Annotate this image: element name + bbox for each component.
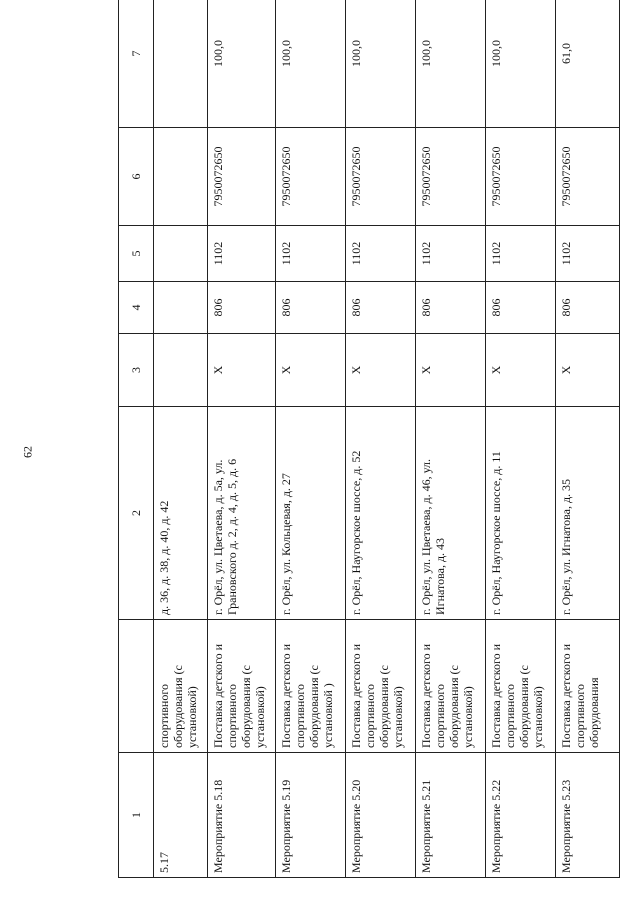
description-cell: Поставка детского и спортивного оборудования (с установкой) xyxy=(416,620,486,753)
col5-cell: 1102 xyxy=(416,226,486,282)
table-row xyxy=(416,0,486,878)
address-cell: г. Орёл, ул. Цветаева, д. 5а, ул. Грановского д. 2, д. 4, д. 5, д. 6 xyxy=(208,407,276,620)
header-cell-3: 3 xyxy=(119,334,154,407)
col7-cell: 100,0 xyxy=(208,0,276,128)
table-row xyxy=(346,0,416,878)
header-cell-7: 7 xyxy=(119,0,154,128)
budget-table xyxy=(118,0,620,878)
col6-cell xyxy=(154,128,208,226)
col6-cell: 7950072650 xyxy=(276,128,346,226)
col7-cell: 100,0 xyxy=(276,0,346,128)
measure-cell: Мероприятие 5.21 xyxy=(416,753,486,878)
header-cell-4: 4 xyxy=(119,282,154,334)
col7-cell xyxy=(154,0,208,128)
description-cell: Поставка детского и спортивного оборудования (с установкой ) xyxy=(276,620,346,753)
address-cell: г. Орёл, Наугорское шоссе, д. 11 xyxy=(486,407,556,620)
description-cell: Поставка детского и спортивного оборудования xyxy=(556,620,620,753)
measure-cell: Мероприятие 5.23 xyxy=(556,753,620,878)
address-cell: г. Орёл, Наугорское шоссе, д. 52 xyxy=(346,407,416,620)
description-cell: Поставка детского и спортивного оборудования (с установкой) xyxy=(346,620,416,753)
page-number: 62 xyxy=(20,446,35,458)
header-cell-1b xyxy=(119,620,154,753)
col3-cell: X xyxy=(416,334,486,407)
col3-cell: X xyxy=(556,334,620,407)
col6-cell: 7950072650 xyxy=(208,128,276,226)
measure-cell: Мероприятие 5.20 xyxy=(346,753,416,878)
col4-cell: 806 xyxy=(556,282,620,334)
col3-cell: X xyxy=(346,334,416,407)
col4-cell xyxy=(154,282,208,334)
description-cell: спортивного оборудования (с установкой) xyxy=(154,620,208,753)
header-cell-5: 5 xyxy=(119,226,154,282)
col4-cell: 806 xyxy=(486,282,556,334)
col3-cell xyxy=(154,334,208,407)
table-row xyxy=(556,0,620,878)
col3-cell: X xyxy=(276,334,346,407)
description-cell: Поставка детского и спортивного оборудования (с установкой) xyxy=(486,620,556,753)
col4-cell: 806 xyxy=(416,282,486,334)
table-row xyxy=(208,0,276,878)
measure-cell: 5.17 xyxy=(154,753,208,878)
col6-cell: 7950072650 xyxy=(346,128,416,226)
col5-cell: 1102 xyxy=(208,226,276,282)
col7-cell: 61,0 xyxy=(556,0,620,128)
measure-cell: Мероприятие 5.18 xyxy=(208,753,276,878)
col4-cell: 806 xyxy=(346,282,416,334)
col4-cell: 806 xyxy=(276,282,346,334)
table-row xyxy=(486,0,556,878)
table-row xyxy=(154,0,208,878)
table-header-row xyxy=(119,0,154,878)
table-body xyxy=(154,0,620,878)
col4-cell: 806 xyxy=(208,282,276,334)
table-row xyxy=(276,0,346,878)
col6-cell: 7950072650 xyxy=(416,128,486,226)
col5-cell: 1102 xyxy=(486,226,556,282)
col7-cell: 100,0 xyxy=(486,0,556,128)
col5-cell: 1102 xyxy=(346,226,416,282)
measure-cell: Мероприятие 5.22 xyxy=(486,753,556,878)
col7-cell: 100,0 xyxy=(416,0,486,128)
col5-cell xyxy=(154,226,208,282)
header-cell-6: 6 xyxy=(119,128,154,226)
header-cell-1: 1 xyxy=(119,753,154,878)
col6-cell: 7950072650 xyxy=(486,128,556,226)
col6-cell: 7950072650 xyxy=(556,128,620,226)
col5-cell: 1102 xyxy=(556,226,620,282)
address-cell: д. 36, д. 38, д. 40, д. 42 xyxy=(154,407,208,620)
col5-cell: 1102 xyxy=(276,226,346,282)
col3-cell: X xyxy=(208,334,276,407)
col3-cell: X xyxy=(486,334,556,407)
col7-cell: 100,0 xyxy=(346,0,416,128)
measure-cell: Мероприятие 5.19 xyxy=(276,753,346,878)
address-cell: г. Орёл, ул. Игнатова, д. 35 xyxy=(556,407,620,620)
address-cell: г. Орёл, ул. Кольцевая, д. 27 xyxy=(276,407,346,620)
address-cell: г. Орёл, ул. Цветаева, д. 46, ул. Игнатова, д. 43 xyxy=(416,407,486,620)
description-cell: Поставка детского и спортивного оборудования (с установкой) xyxy=(208,620,276,753)
rotated-table-container xyxy=(118,20,601,878)
header-cell-2: 2 xyxy=(119,407,154,620)
